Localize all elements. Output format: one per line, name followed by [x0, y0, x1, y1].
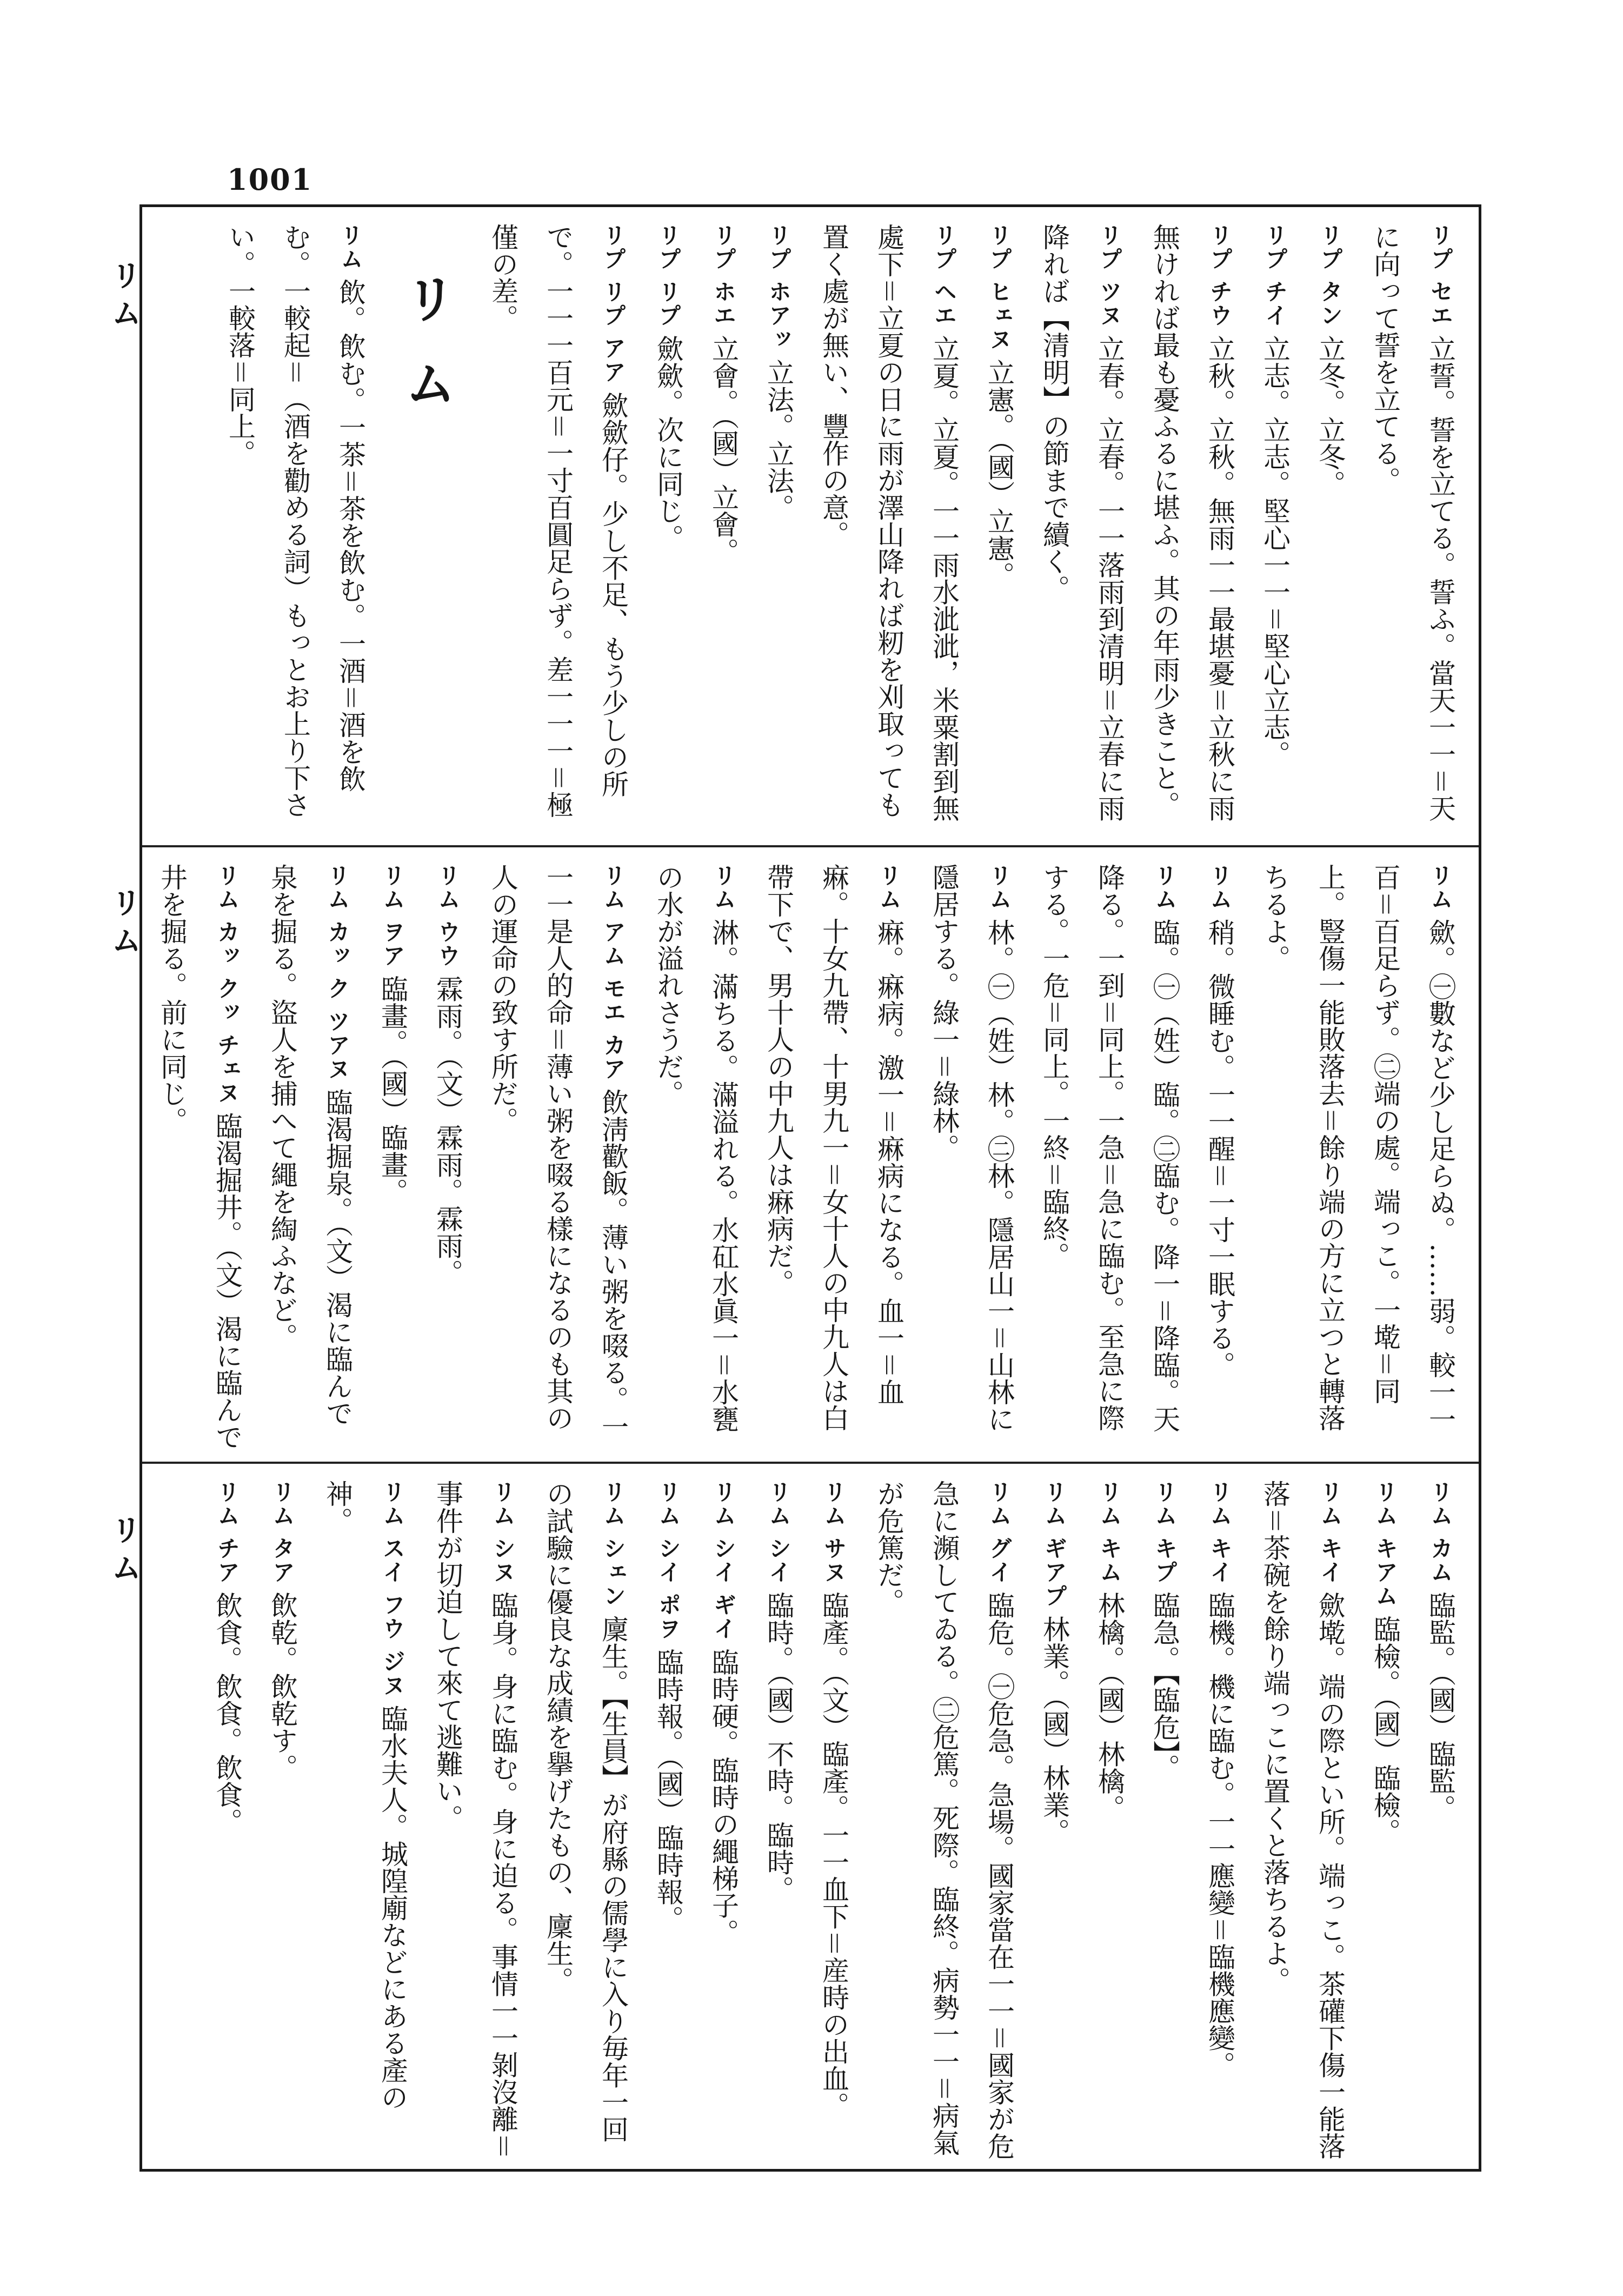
dictionary-entry [1247, 223, 1302, 832]
entry-definition: 臨監。（國）臨監。 [1425, 1591, 1456, 1822]
dictionary-entry [1247, 864, 1468, 1451]
dictionary-entry [861, 1480, 1027, 2160]
entry-definition: 臨檢。（國）臨檢。 [1369, 1615, 1401, 1846]
dictionary-entry [806, 223, 972, 832]
entry-reading: リム [876, 864, 902, 911]
dictionary-entry [1358, 223, 1468, 832]
entry-reading: リプ セエ [1427, 223, 1454, 328]
entry-definition: 林業。（國）林業。 [1039, 1615, 1070, 1846]
dictionary-entry [1413, 1480, 1468, 2160]
entry-definition: 臨機。機に臨む。一一應變＝臨機應變。 [1204, 1591, 1235, 2079]
entry-reading: リム アム モエ カア [600, 864, 627, 1081]
dictionary-entry [1302, 223, 1358, 832]
entry-reading: リム スイ フウ ジヌ [380, 1480, 406, 1697]
page-number: 1001 [227, 162, 313, 197]
margin-label-middle: リム [107, 887, 142, 963]
dictionary-entry [199, 1480, 255, 2160]
dictionary-entry [751, 864, 916, 1451]
dictionary-entry [255, 1480, 310, 2160]
dictionary-entry [972, 223, 1027, 832]
entry-definition: 歛歛。次に同じ。 [653, 335, 684, 552]
entry-reading: リム [986, 864, 1013, 911]
dictionary-entry [255, 864, 365, 1451]
entry-reading: リム [1152, 864, 1178, 911]
entry-reading: リプ ヒェヌ [986, 223, 1013, 351]
dictionary-entry [1358, 1480, 1413, 2160]
entry-definition: 霖雨。（文）霖雨。霖雨。 [432, 975, 463, 1286]
entry-reading: リム カッ ク ツアヌ [324, 864, 351, 1081]
dictionary-entry [1192, 1480, 1247, 2160]
entry-definition: 立夏。立夏。一一雨水泚泚，米粟割到無處下＝立夏の日に雨が澤山降れば籾を刈取っても置く處が無い、豐作の意。 [818, 223, 960, 822]
entry-definition: 歛墘。端の際とい所。端っこ。茶礶下傷一能落落＝茶碗を餘り端っこに置くと落ちるよ。 [1259, 1480, 1346, 2160]
entry-definition: 臨急。【臨危】。 [1149, 1591, 1180, 1781]
entry-reading: リム ウウ [435, 864, 461, 968]
entry-reading: リム キイ [1317, 1480, 1343, 1584]
tier-middle-column [153, 864, 1468, 1451]
entry-reading: リプ ホエ [710, 223, 737, 328]
entry-definition: 稍。微睡む。一一醒＝一寸一眠する。 [1204, 919, 1235, 1378]
entry-reading: リム シイ [766, 1480, 792, 1584]
dictionary-entry [365, 864, 420, 1451]
entry-definition: 臨身。身に臨む。身に迫る。事情一一剝沒離＝事件が切迫して來て逃難い。 [432, 1480, 518, 2160]
entry-reading: リプ リプ [655, 223, 682, 328]
margin-label-bottom: リム [107, 1514, 142, 1590]
section-heading: リム [396, 272, 457, 441]
entry-reading: リム [337, 223, 364, 271]
entry-definition: 臨渴掘泉。（文）渴に臨んで泉を掘る。盜人を捕へて繩を綯ふなど。 [267, 864, 353, 1426]
entry-reading: リム [710, 864, 737, 911]
entry-definition: 歛歛仔。少し不足、もう少しの所で。一一一百元＝一寸百圓足らず。差一一一＝極僅の差。 [487, 223, 629, 818]
entry-reading: リム シヌ [490, 1480, 516, 1584]
dictionary-entry [641, 1480, 696, 2160]
entry-reading: リム サヌ [821, 1480, 847, 1584]
entry-reading: リム ギアプ [1041, 1480, 1068, 1608]
dictionary-entry [641, 223, 696, 832]
dictionary-entry [641, 864, 751, 1451]
entry-definition: 臨危。㊀危急。急場。國家當在一一＝國家が危急に瀕してゐる。㊁危篤。死際。臨終。病勢一一＝病氣が危篤だ。 [873, 1480, 1015, 2160]
entry-reading: リム [1207, 864, 1233, 911]
entry-reading: リム チア [214, 1480, 241, 1584]
entry-reading: リム グイ [986, 1480, 1013, 1584]
entry-definition: 臨渴掘井。（文）渴に臨んで井を掘る。前に同じ。 [156, 864, 243, 1450]
dictionary-frame [139, 204, 1481, 2172]
dictionary-entry [212, 223, 378, 832]
dictionary-entry [1137, 1480, 1192, 2160]
dictionary-entry [696, 223, 751, 832]
entry-definition: 臨畫。（國）臨畫。 [377, 975, 408, 1205]
entry-definition: 立志。立志。堅心一一＝堅心立志。 [1259, 335, 1291, 768]
margin-label-top: リム [107, 260, 142, 335]
entry-definition: 臨。㊀（姓）臨。㊁臨む。降一＝降臨。天降る。一到＝同上。一急＝急に臨む。至急に際する。一危＝同上。一終＝臨終。 [1039, 864, 1180, 1432]
entry-reading: リム [1427, 864, 1454, 911]
entry-definition: 歛。㊀數など少し足らぬ。……弱。較一一百＝百足らず。㊁端の處。端っこ。一墘＝同上。豎傷一能敗落去＝餘り端の方に立つと轉落ちるよ。 [1259, 864, 1456, 1432]
entry-definition: 立會。（國）立會。 [708, 335, 739, 565]
entry-definition: 林。㊀（姓）林。㊁林。隱居山一＝山林に隱居する。綠一＝綠林。 [928, 864, 1015, 1432]
entry-definition: 立冬。立冬。 [1314, 335, 1346, 497]
entry-definition: 立法。立法。 [763, 359, 794, 521]
entry-reading: リム シイ ポヲ [655, 1480, 682, 1641]
entry-reading: リム ヲア [380, 864, 406, 968]
tier-middle [142, 845, 1479, 1462]
dictionary-entry [1137, 223, 1247, 832]
dictionary-entry [420, 1480, 530, 2160]
entry-reading: リム タア [269, 1480, 296, 1584]
dictionary-entry [751, 1480, 806, 2160]
entry-definition: 飲乾。飲乾す。 [267, 1591, 298, 1781]
entry-definition: 立憲。（國）立憲。 [983, 359, 1015, 589]
tier-top [142, 207, 1479, 842]
tier-top-column [153, 223, 1468, 832]
entry-reading: リム キプ [1152, 1480, 1178, 1584]
entry-reading: リプ タン [1317, 223, 1343, 328]
dictionary-entry [475, 223, 641, 832]
entry-definition: 臨時硬。臨時の繩梯子。 [708, 1648, 739, 1946]
dictionary-entry [530, 1480, 641, 2160]
entry-definition: 林檎。（國）林檎。 [1094, 1591, 1125, 1822]
dictionary-entry [696, 1480, 751, 2160]
entry-reading: リプ ホアッ [766, 223, 792, 351]
dictionary-entry [420, 864, 475, 1451]
entry-reading: リム カッ クッ チェヌ [214, 864, 241, 1105]
entry-definition: 飲。飲む。一茶＝茶を飲む。一酒＝酒を飲む。一較起＝（酒を勸める詞）もっとお上り下さい。一較落＝同上。 [224, 223, 366, 818]
entry-definition: 臨水夫人。城隍廟などにある產の神。 [322, 1480, 408, 2111]
dictionary-entry [916, 864, 1027, 1451]
tier-bottom [142, 1462, 1479, 2171]
entry-definition: 立春。立春。一一落雨到清明＝立春に雨降れば【清明】の節まで續く。 [1039, 223, 1125, 822]
dictionary-entry [751, 223, 806, 832]
entry-reading: リム カム [1427, 1480, 1454, 1584]
entry-reading: リプ リプ アア [600, 223, 627, 384]
entry-reading: リム シイ ギイ [710, 1480, 737, 1641]
dictionary-entry [1082, 1480, 1137, 2160]
entry-reading: リプ チウ [1207, 223, 1233, 328]
dictionary-entry [1247, 1480, 1358, 2160]
dictionary-entry [806, 1480, 861, 2160]
entry-reading: リプ チイ [1262, 223, 1288, 328]
entry-reading: リム キム [1096, 1480, 1123, 1584]
entry-reading: リプ ヘエ [931, 223, 957, 328]
dictionary-entry [1192, 864, 1247, 1451]
entry-definition: 臨時報。（國）臨時報。 [653, 1648, 684, 1933]
entry-definition: 飲食。飲食。飲食。 [211, 1591, 243, 1835]
dictionary-entry [1027, 223, 1137, 832]
entry-reading: リム シェン [600, 1480, 627, 1608]
dictionary-entry [1027, 1480, 1082, 2160]
tier-bottom-column [153, 1480, 1468, 2160]
entry-reading: リプ ツヌ [1096, 223, 1123, 328]
dictionary-entry [1027, 864, 1192, 1451]
entry-reading: リム キアム [1372, 1480, 1399, 1608]
entry-definition: 立秋。立秋。無雨一一最堪憂＝立秋に雨無ければ最も憂ふるに堪ふ。其の年雨少きこと。 [1149, 223, 1235, 822]
dictionary-entry [475, 864, 641, 1451]
dictionary-entry [310, 1480, 420, 2160]
entry-definition: 痳。痳病。激一＝痳病になる。血一＝血痳。十女九帶、十男九一＝女十人の中九人は白帶下で、男十人の中九人は痳病だ。 [763, 864, 904, 1431]
entry-definition: 臨產。（文）臨產。一一血下＝産時の出血。 [818, 1591, 849, 2119]
entry-definition: 立誓。誓を立てる。誓ふ。當天一一＝天に向って誓を立てる。 [1369, 223, 1456, 822]
dictionary-entry [153, 864, 255, 1451]
entry-definition: 臨時。（國）不時。臨時。 [763, 1591, 794, 1903]
entry-definition: 廩生。【生員】が府縣の儒學に入り毎年一回の試驗に優良な成績を擧げたもの、廩生。 [542, 1480, 629, 2143]
entry-reading: リム キイ [1207, 1480, 1233, 1584]
entry-definition: 淋。滿ちる。滿溢れる。水矼水眞一＝水甕の水が溢れさうだ。 [653, 864, 739, 1432]
entry-definition: 飲淸歡飯。薄い粥を啜る。一一一是人的命＝薄い粥を啜る樣になるのも其の人の運命の致す所だ。 [487, 864, 629, 1440]
